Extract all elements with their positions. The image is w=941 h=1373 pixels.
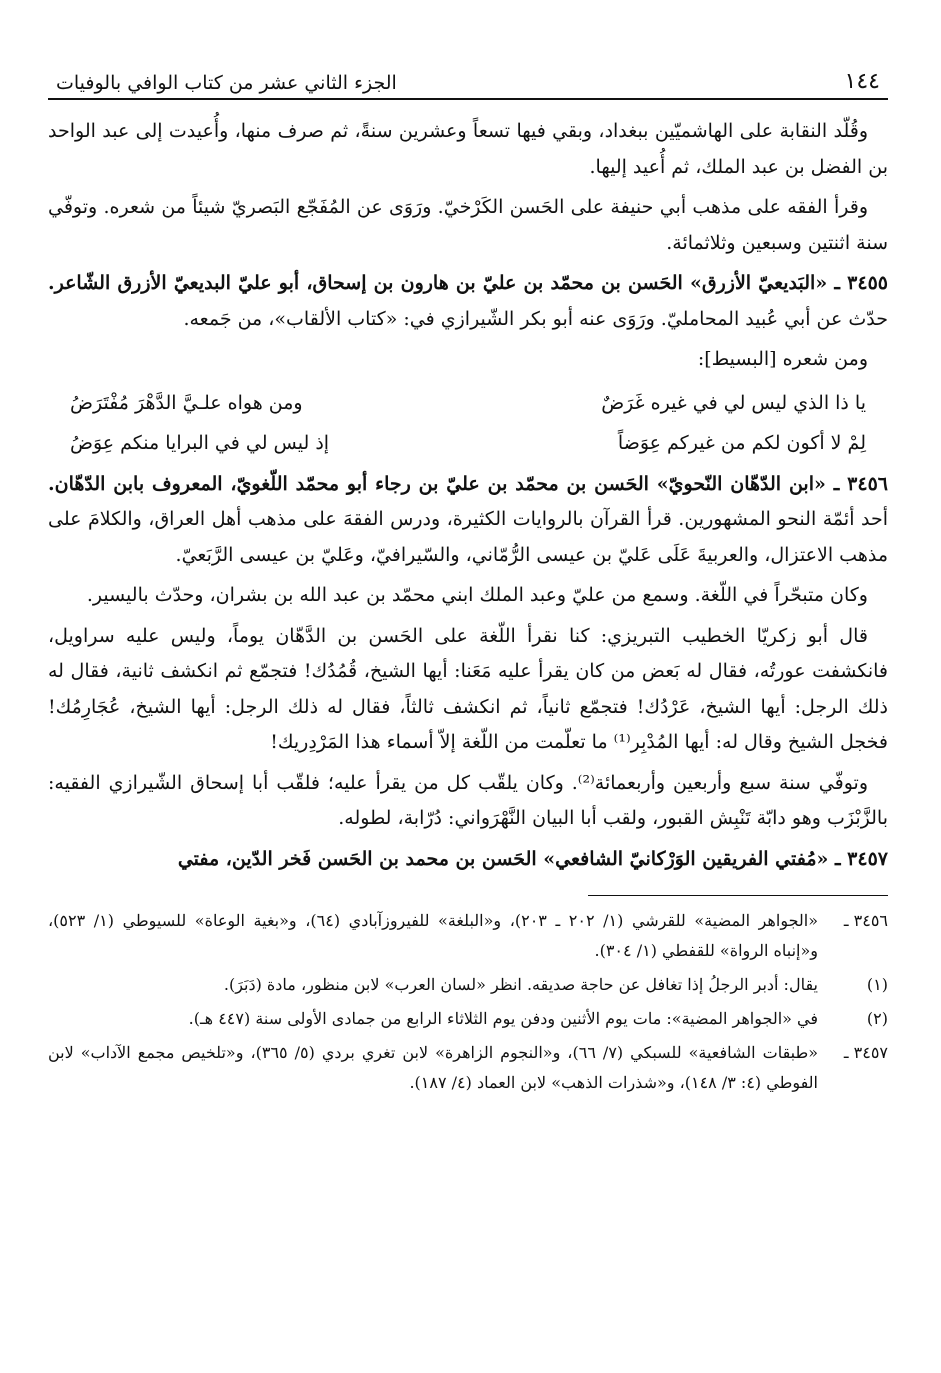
- footnote-label: (٢): [866, 1009, 888, 1028]
- main-text: [48, 114, 888, 877]
- footnote: [48, 970, 888, 1000]
- paragraph: وكان متبحّراً في اللّغة. وسمع من عليّ وعبد الملك ابني محمّد بن عبد الله بن بشران، وحدّث باليسير.: [86, 584, 868, 606]
- footnote-text: «طبقات الشافعية» للسبكي (٧/ ٦٦)، و«النجوم الزاهرة» لابن تغري بردي (٥/ ٣٦٥)، و«تلخيص مجمع الآداب» لابن الفوطي (٤: ٣/ ١٤٨)، و«شذرات الذهب» لابن العماد (٤/ ١٨٧).: [48, 1043, 819, 1092]
- poem: [48, 383, 888, 463]
- footnote: [48, 906, 888, 966]
- verse: [48, 423, 888, 463]
- poem-intro: ومن شعره [البسيط]:: [697, 348, 868, 370]
- footnote: [48, 1038, 888, 1098]
- running-title: الجزء الثاني عشر من كتاب الوافي بالوفيات: [56, 72, 397, 94]
- footnotes: [48, 906, 888, 1098]
- page-header: [48, 56, 888, 100]
- footnote-divider: [588, 895, 888, 896]
- entry-3455: [48, 266, 888, 337]
- footnote-text: «الجواهر المضية» للقرشي (١/ ٢٠٢ ـ ٢٠٣)، و«البلغة» للفيروزآبادي (٦٤)، و«بغية الوعاة» للسيوطي (١/ ٥٢٣)، و«إنباه الرواة» للقفطي (١/ ٣٠٤).: [48, 911, 819, 960]
- paragraph: وقرأ الفقه على مذهب أبي حنيفة على الحَسن الكَرْخيّ. ورَوَى عن المُفَجّع البَصريّ شيئاً من شعره. وتوفّي سنة اثنتين وسبعين وثلاثمائة.: [48, 196, 888, 254]
- verse-second-half: ومن هواه علـيَّ الدَّهْرَ مُفْتَرَضُ: [70, 391, 303, 414]
- footnote: [48, 1004, 888, 1034]
- entry-heading: ٣٤٥٥ ـ «البَديعيّ الأزرق» الحَسن بن محمّد بن عليّ بن هارون بن إسحاق، أبو عليّ البديعيّ الأزرق الشّاعر.: [48, 272, 888, 294]
- entry-heading: ٣٤٥٦ ـ «ابن الدّهّان النّحويّ» الحَسن بن محمّد بن عليّ بن رجاء أبو محمّد اللّغويّ، المعروف بابن الدّهّان.: [48, 472, 888, 495]
- verse-first-half: يا ذا الذي ليس لي في غيره غَرَضٌ: [601, 391, 866, 414]
- book-page: [48, 56, 888, 1102]
- footnote-label: (١): [866, 975, 888, 994]
- paragraph: قال أبو زكريّا الخطيب التبريزي: كنا نقرأ اللّغة على الحَسن بن الدَّهّان يوماً، وليس عليه سراويل، فانكشفت عورتُه، فقال له بَعض من كان يقرأ عليه مَعَنا: أيها الشيخ، قُمُدُك! فتجمّع ثم انكشف ثانية، فقال له ذلك الرجل: أيها الشيخ، عَرْدُك! فتجمّع ثانياً، ثم انكشف ثالثاً، فقال له ذلك الرجل: أيها الشيخ، عُجَارِمُك! فخجل الشيخ وقال له: أيها المُدْبِر⁽¹⁾ ما تعلّمت من اللّغة إلاّ أسماء هذا المَرْدِريك!: [48, 624, 888, 753]
- entry-text: حدّث عن أبي عُبيد المحامليّ. ورَوَى عنه أبو بكر الشّيرازي في: «كتاب الألقاب»، من جَمعه.: [183, 307, 888, 330]
- entry-text: أحد أئمّة النحو المشهورين. قرأ القرآن بالروايات الكثيرة، ودرس الفقهَ على مذهب أهل العراق، والكلامَ على مذهب الاعتزال، والعربيةَ عَلَى عَليّ بن عيسى الرُّمّاني، والسّيرافيّ، وعَليّ بن عيسى الرَّبَعيّ.: [48, 508, 888, 566]
- verse-second-half: إذ ليس لي في البرايا منكم عِوَضُ: [70, 431, 330, 454]
- page-number: ١٤٤: [844, 69, 880, 94]
- verse: [48, 383, 888, 423]
- paragraph: وقُلّد النقابة على الهاشميّين ببغداد، وبقي فيها تسعاً وعشرين سنةً، ثم صرف منها، وأُعيدت إلى عبد الواحد بن الفضل بن عبد الملك، ثم أُعيد إليها.: [48, 120, 888, 178]
- entry-3457: [48, 842, 888, 878]
- entry-heading: ٣٤٥٧ ـ «مُفتي الفريقين الوَرْكانيّ الشافعي» الحَسن بن محمد بن الحَسن فَخر الدّين، مفتي: [177, 847, 888, 870]
- footnote-text: يقال: أدبر الرجلُ إذا تغافل عن حاجة صديقه. انظر «لسان العرب» لابن منظور، مادة (دَبَرَ).: [223, 975, 818, 994]
- verse-first-half: لِمْ لا أكون لكم من غيركم عِوَضاً: [617, 431, 866, 454]
- paragraph: وتوفّي سنة سبع وأربعين وأربعمائة⁽²⁾. وكان يلقّب كل من يقرأ عليه؛ فلقّب أبا إسحاق الشّيرازي الفقيه: بالزَّبْزَب وهو دابّة تَنْبِش القبور، ولقب أبا البيان النَّهْرَواني: دُرّابة، لطوله.: [48, 771, 888, 829]
- footnote-label: ٣٤٥٧ ـ: [843, 1043, 888, 1062]
- entry-3456: [48, 467, 888, 574]
- footnote-text: في «الجواهر المضية»: مات يوم الأثنين ودفن يوم الثلاثاء الرابع من جمادى الأولى سنة (٤٤٧ هـ).: [188, 1009, 818, 1028]
- footnote-label: ٣٤٥٦ ـ: [843, 911, 888, 930]
